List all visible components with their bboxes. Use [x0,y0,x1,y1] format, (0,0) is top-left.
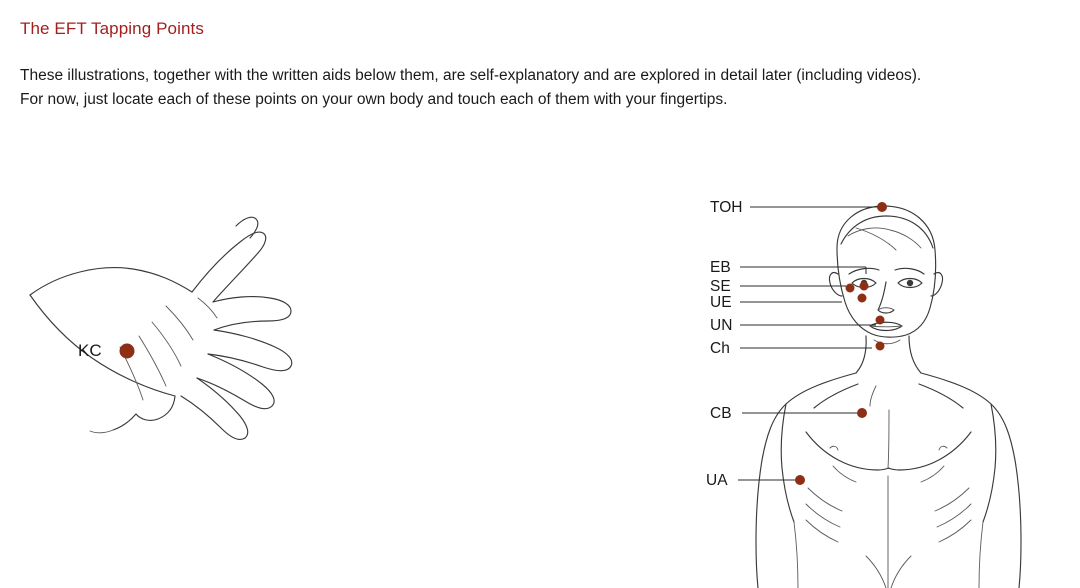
label-un: UN [710,317,733,334]
page-title: The EFT Tapping Points [20,19,204,38]
point-dot-un [876,316,885,325]
body-outline [756,206,1021,588]
intro-paragraph [20,64,1072,112]
point-dot-cb [857,408,867,418]
label-ue: UE [710,294,732,311]
point-dot-toh [877,202,887,212]
label-ua: UA [706,472,728,489]
point-dot-eb [846,284,855,293]
point-dot-kc [120,344,135,359]
label-ch: Ch [710,340,730,357]
label-kc: KC [78,341,102,360]
point-dot-ua [795,475,805,485]
point-leaders [706,199,887,489]
label-cb: CB [710,405,732,422]
label-se: SE [710,278,731,295]
label-toh: TOH [710,199,743,216]
label-eb: EB [710,259,731,276]
intro-line-1: These illustrations, together with the written aids below them, are self-explanatory and are explored in detail later (including videos). [20,67,922,84]
point-dot-ch [876,342,885,351]
intro-line-2: For now, just locate each of these points on your own body and touch each of them with your fingertips. [20,91,728,108]
hand-illustration [0,170,430,588]
hand-outline [30,217,292,439]
point-dot-se [860,282,869,291]
point-dot-ue [858,294,867,303]
head-illustration [690,170,1080,588]
